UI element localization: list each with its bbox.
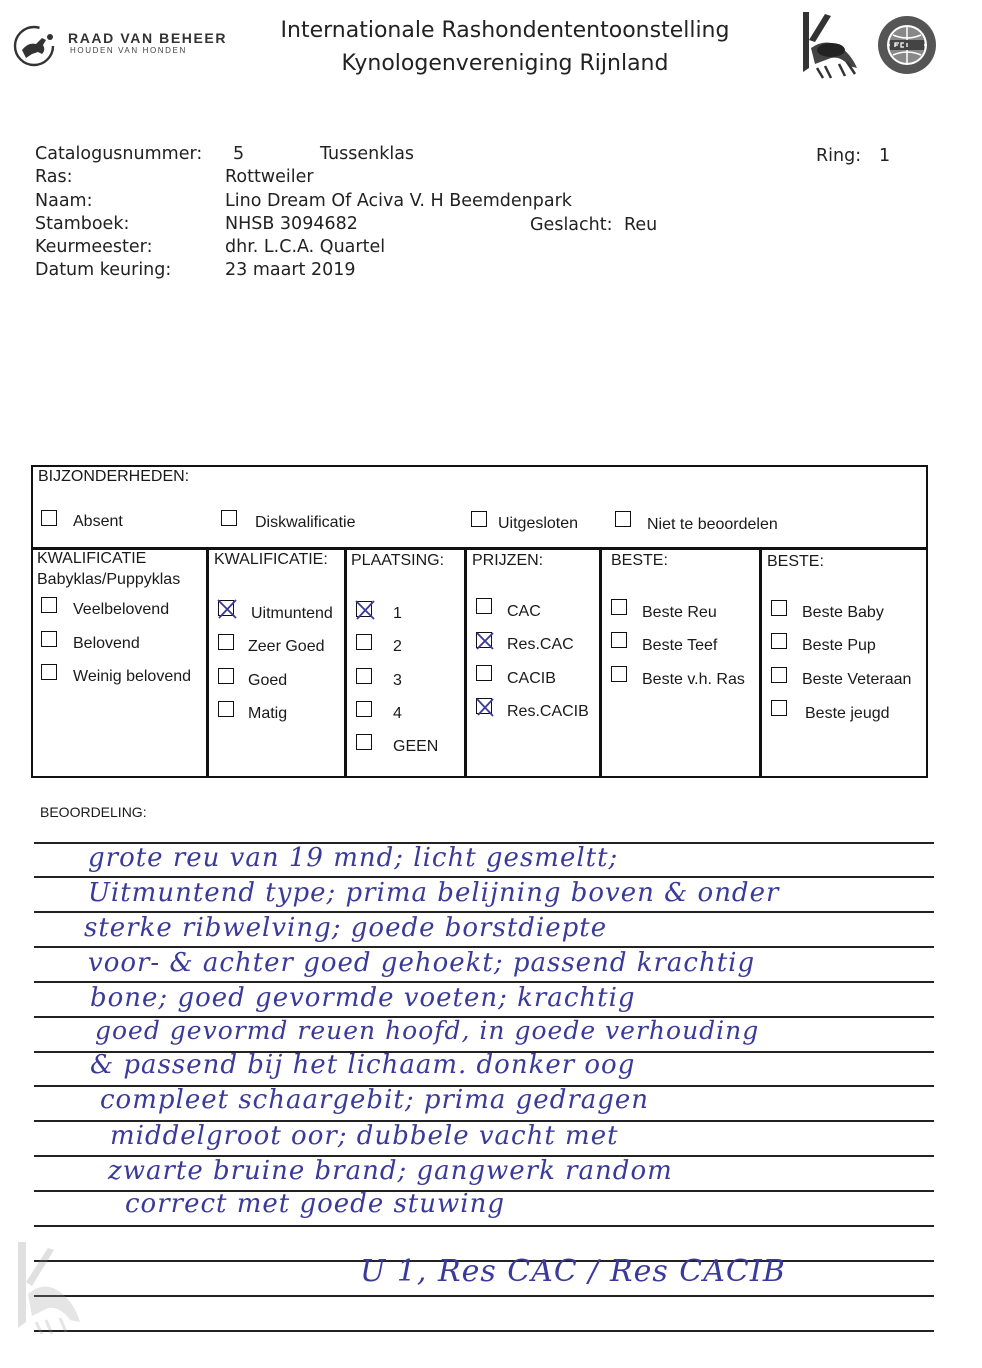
judge-label: Keurmeester:	[35, 237, 153, 257]
diskwalificatie-checkbox[interactable]	[221, 510, 237, 526]
studbook-value: NHSB 3094682	[225, 214, 358, 234]
place-geen-label: GEEN	[393, 738, 439, 755]
sex-value: Reu	[624, 215, 658, 235]
divider	[759, 548, 762, 778]
absent-label: Absent	[73, 513, 123, 530]
page-title-line1: Internationale Rashondententoonstelling	[280, 18, 730, 43]
niet-te-beoordelen-label: Niet te beoordelen	[647, 516, 778, 533]
zeer-goed-checkbox[interactable]	[218, 634, 234, 650]
handwritten-line: grote reu van 19 mnd; licht gesmeltt;	[88, 843, 619, 873]
rijnland-watermark-icon	[8, 1238, 88, 1338]
name-value: Lino Dream Of Aciva V. H Beemdenpark	[225, 191, 572, 211]
class-value: Tussenklas	[320, 144, 415, 164]
handwritten-line: Uitmuntend type; prima belijning boven & onder	[88, 878, 780, 908]
beste-teef-checkbox[interactable]	[611, 632, 627, 648]
goed-label: Goed	[248, 672, 288, 689]
breed-value: Rottweiler	[225, 167, 314, 187]
goed-checkbox[interactable]	[218, 668, 234, 684]
handwritten-line: & passend bij het lichaam. donker oog	[90, 1050, 636, 1080]
place-3-checkbox[interactable]	[356, 668, 372, 684]
breed-label: Ras:	[35, 167, 73, 187]
beste-baby-checkbox[interactable]	[771, 600, 787, 616]
divider	[599, 548, 602, 778]
belovend-label: Belovend	[73, 635, 140, 652]
judge-value: dhr. L.C.A. Quartel	[225, 237, 386, 257]
res-cac-checkbox[interactable]	[476, 632, 492, 648]
beste1-title: BESTE:	[611, 552, 668, 569]
place-2-label: 2	[393, 638, 402, 655]
divider	[344, 548, 347, 778]
veelbelovend-checkbox[interactable]	[41, 597, 57, 613]
kwal-baby-title: KWALIFICATIE	[37, 550, 147, 567]
matig-checkbox[interactable]	[218, 701, 234, 717]
check-mark-icon	[475, 631, 495, 651]
divider	[464, 548, 467, 778]
catalog-value: 5	[233, 144, 245, 164]
writing-line	[34, 1330, 934, 1332]
absent-checkbox[interactable]	[41, 510, 57, 526]
org-subtitle: HOUDEN VAN HONDEN	[70, 46, 187, 55]
org-name: RAAD VAN BEHEER	[68, 30, 228, 46]
handwritten-line: voor- & achter goed gehoekt; passend krachtig	[88, 948, 756, 978]
place-4-label: 4	[393, 705, 402, 722]
veelbelovend-label: Veelbelovend	[73, 601, 170, 618]
zeer-goed-label: Zeer Goed	[248, 638, 325, 655]
place-1-checkbox[interactable]	[356, 601, 372, 617]
matig-label: Matig	[248, 705, 288, 722]
check-mark-icon	[475, 697, 495, 717]
res-cacib-checkbox[interactable]	[476, 698, 492, 714]
name-label: Naam:	[35, 191, 93, 211]
beste2-title: BESTE:	[767, 553, 824, 570]
beste-reu-checkbox[interactable]	[611, 599, 627, 615]
beste-teef-label: Beste Teef	[642, 637, 718, 654]
uitgesloten-label: Uitgesloten	[498, 515, 579, 532]
diskwalificatie-label: Diskwalificatie	[255, 514, 356, 531]
studbook-label: Stamboek:	[35, 214, 130, 234]
beste-vh-ras-checkbox[interactable]	[611, 666, 627, 682]
writing-line	[34, 1295, 934, 1297]
beste-pup-label: Beste Pup	[802, 637, 876, 654]
place-4-checkbox[interactable]	[356, 701, 372, 717]
date-value: 23 maart 2019	[225, 260, 356, 280]
writing-line	[34, 1225, 934, 1227]
kwal-baby-subtitle: Babyklas/Puppyklas	[37, 571, 181, 588]
raad-van-beheer-logo-icon	[12, 24, 62, 68]
beste-baby-label: Beste Baby	[802, 604, 884, 621]
check-mark-icon	[217, 599, 237, 619]
sex-label: Geslacht:	[530, 215, 613, 235]
cac-label: CAC	[507, 603, 541, 620]
uitmuntend-checkbox[interactable]	[218, 600, 234, 616]
handwritten-line: goed gevormd reuen hoofd, in goede verhouding	[95, 1016, 760, 1045]
page-title-line2: Kynologenvereniging Rijnland	[341, 51, 669, 76]
weinig-belovend-label: Weinig belovend	[73, 668, 192, 685]
res-cac-label: Res.CAC	[507, 636, 574, 653]
fci-logo-icon	[876, 14, 938, 76]
ring-value: 1	[879, 146, 891, 166]
handwritten-verdict: U 1, Res CAC / Res CACIB	[360, 1254, 786, 1289]
rijnland-logo-icon	[795, 8, 865, 80]
divider	[31, 547, 928, 550]
uitgesloten-checkbox[interactable]	[471, 511, 487, 527]
handwritten-line: middelgroot oor; dubbele vacht met	[110, 1121, 619, 1151]
uitmuntend-label: Uitmuntend	[251, 605, 333, 622]
place-geen-checkbox[interactable]	[356, 734, 372, 750]
prijzen-title: PRIJZEN:	[472, 552, 544, 569]
beoordeling-title: BEOORDELING:	[40, 804, 147, 820]
weinig-belovend-checkbox[interactable]	[41, 664, 57, 680]
handwritten-line: compleet schaargebit; prima gedragen	[100, 1085, 650, 1115]
cacib-checkbox[interactable]	[476, 665, 492, 681]
belovend-checkbox[interactable]	[41, 631, 57, 647]
place-2-checkbox[interactable]	[356, 634, 372, 650]
check-mark-icon	[355, 600, 375, 620]
handwritten-line: zwarte bruine brand; gangwerk random	[108, 1156, 673, 1186]
plaatsing-title: PLAATSING:	[351, 552, 445, 569]
handwritten-line: sterke ribwelving; goede borstdiepte	[84, 913, 608, 943]
cacib-label: CACIB	[507, 670, 556, 687]
beste-jeugd-checkbox[interactable]	[771, 700, 787, 716]
beste-reu-label: Beste Reu	[642, 604, 717, 621]
res-cacib-label: Res.CACIB	[507, 703, 589, 720]
beste-veteraan-checkbox[interactable]	[771, 667, 787, 683]
ring-label: Ring:	[816, 146, 862, 166]
beste-veteraan-label: Beste Veteraan	[802, 671, 912, 688]
bijzonderheden-title: BIJZONDERHEDEN:	[38, 468, 190, 485]
beste-pup-checkbox[interactable]	[771, 633, 787, 649]
catalog-label: Catalogusnummer:	[35, 144, 203, 164]
divider	[206, 548, 209, 778]
place-1-label: 1	[393, 605, 402, 622]
cac-checkbox[interactable]	[476, 598, 492, 614]
beste-jeugd-label: Beste jeugd	[805, 705, 890, 722]
handwritten-line: bone; goed gevormde voeten; krachtig	[90, 983, 636, 1013]
niet-te-beoordelen-checkbox[interactable]	[615, 511, 631, 527]
beste-vh-ras-label: Beste v.h. Ras	[642, 671, 745, 688]
handwritten-line: correct met goede stuwing	[125, 1189, 505, 1219]
date-label: Datum keuring:	[35, 260, 172, 280]
place-3-label: 3	[393, 672, 402, 689]
kwal-title: KWALIFICATIE:	[214, 551, 328, 568]
